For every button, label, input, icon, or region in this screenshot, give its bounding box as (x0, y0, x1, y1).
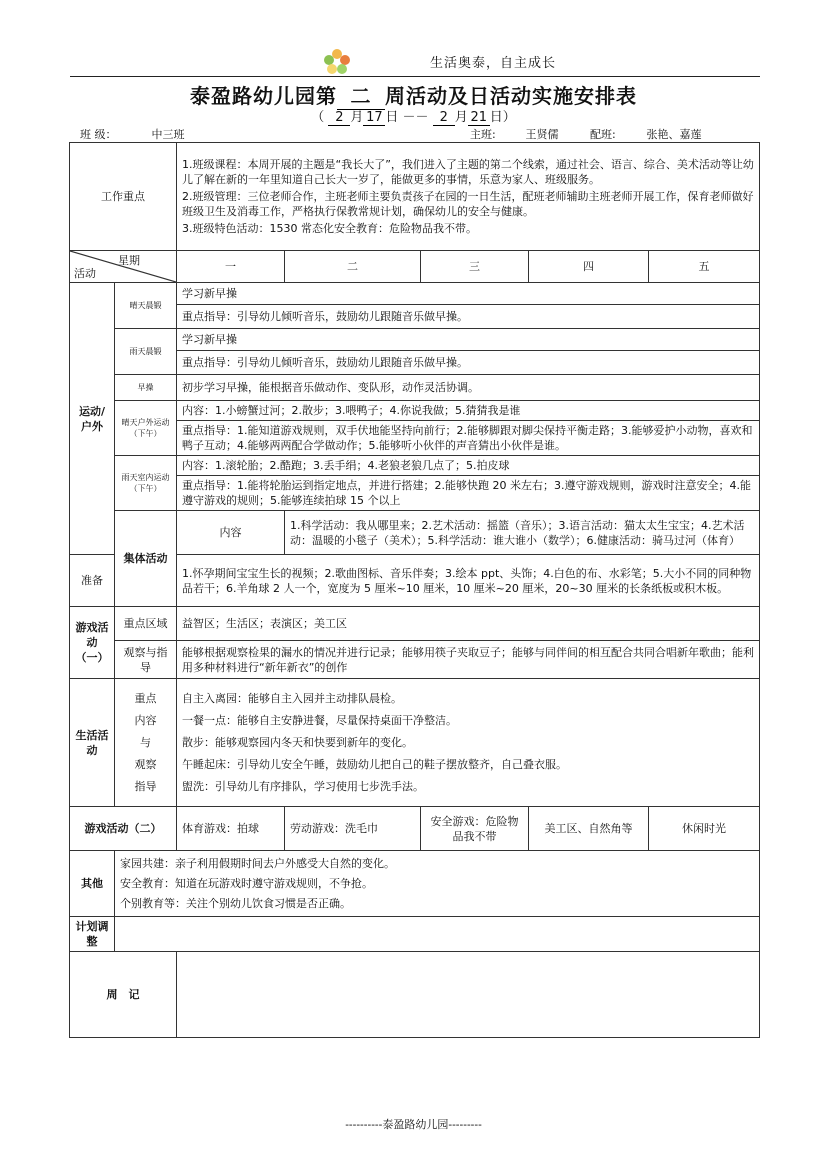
header-rule (70, 76, 760, 77)
journal-label: 周 记 (70, 952, 177, 1038)
work-focus-item: 2.班级管理：三位老师合作，主班老师主要负责孩子在园的一日生活，配班老师辅助主班老师开展工作，保育老师做好班级卫生及消毒工作，严格执行保教常规计划，确保幼儿的安全与健康。 (182, 190, 754, 218)
outdoor-line: 重点指导：1.能将轮胎运到指定地点，并进行搭建；2.能够快跑 20 米左右；3.遵守游戏规则，游戏时注意安全；4.能遵守游戏的规则；5.能够连续拍球 15 个以上 (177, 476, 760, 511)
game1-obs-label: 观察与指导 (115, 641, 177, 679)
outdoor-line: 学习新早操 (177, 329, 760, 351)
other-label: 其他 (70, 851, 115, 917)
class-label: 班 级： (80, 128, 117, 141)
outdoor-line: 重点指导：引导幼儿倾听音乐，鼓励幼儿跟随音乐做早操。 (177, 351, 760, 375)
game1-label: 游戏活动（一） (70, 607, 115, 679)
end-month: 2 (433, 110, 455, 126)
day-header: 四 (529, 251, 649, 283)
work-focus-content (177, 143, 760, 251)
head-teacher-label: 主班: (470, 128, 496, 141)
outdoor-sub-label: 晴天户外运动（下午） (115, 401, 177, 456)
other-items (115, 851, 760, 917)
start-month: 2 (328, 110, 350, 126)
game2-cell: 劳动游戏：洗毛巾 (285, 807, 421, 851)
kindergarten-logo-icon (320, 46, 354, 76)
life-item: 散步：能够观察园内冬天和快要到新年的变化。 (182, 735, 413, 749)
page-header (70, 40, 760, 82)
work-focus-label: 工作重点 (70, 143, 177, 251)
day-header: 二 (285, 251, 421, 283)
life-focus-label-part: 与 (140, 735, 151, 749)
group-prep-label: 准备 (70, 555, 115, 607)
class-info (72, 126, 762, 142)
life-focus-label-part: 指导 (134, 779, 157, 793)
group-content: 1.科学活动：我从哪里来；2.艺术活动：摇篮（音乐）；3.语言活动：猫太太生宝宝；4.艺术活动：温暖的小毯子（美术）；5.科学活动：谁大谁小（数学）；6.健康活动：骑马过河（体育） (285, 511, 760, 555)
life-item: 盥洗：引导幼儿有序排队，学习使用七步洗手法。 (182, 779, 424, 793)
outdoor-sub-label: 雨天室内运动（下午） (115, 456, 177, 511)
outdoor-line: 重点指导：引导幼儿倾听音乐，鼓励幼儿跟随音乐做早操。 (177, 305, 760, 329)
game1-obs: 能够根据观察检果的漏水的情况并进行记录；能够用筷子夹取豆子；能够与同伴间的相互配合共同合唱新年歌曲；能利用多种材料进行“新年新衣”的创作 (177, 641, 760, 679)
outdoor-sub-label: 晴天晨锻 (115, 283, 177, 329)
journal-content (177, 952, 760, 1038)
week-header-corner (70, 251, 177, 283)
outdoor-line: 内容：1.滚轮胎；2.酷跑；3.丢手绢；4.老狼老狼几点了；5.拍皮球 (177, 456, 760, 476)
outdoor-line: 学习新早操 (177, 283, 760, 305)
week-header-bottom: 活动 (74, 267, 96, 280)
game1-areas: 益智区；生活区；表演区；美工区 (177, 607, 760, 641)
end-day: 21 (468, 110, 490, 126)
plan-adjust-content (115, 917, 760, 952)
head-teacher-value: 王贤儒 (506, 126, 578, 143)
life-items (177, 679, 760, 807)
date-range (0, 106, 827, 126)
title-suffix: 周活动及日活动实施安排表 (385, 84, 637, 108)
group-content-label: 内容 (177, 511, 285, 555)
life-item: 午睡起床：引导幼儿安全午睡，鼓励幼儿把自己的鞋子摆放整齐，自己叠衣服。 (182, 757, 567, 771)
outdoor-line: 内容：1.小螃蟹过河；2.散步；3.喂鸭子；4.你说我做；5.猜猜我是谁 (177, 401, 760, 421)
life-activity-label: 生活活动 (70, 679, 115, 807)
page-footer: ----------泰盈路幼儿园--------- (345, 1118, 482, 1131)
day-header: 五 (649, 251, 760, 283)
outdoor-sub-label: 早操 (115, 375, 177, 401)
assistant-teacher-value: 张艳、嘉莲 (626, 126, 722, 143)
game2-cell: 美工区、自然角等 (529, 807, 649, 851)
end-month-unit: 月 (454, 110, 468, 125)
outdoor-label: 运动/户外 (70, 283, 115, 555)
week-header-top: 星期 (118, 254, 140, 267)
life-focus-label-part: 内容 (134, 713, 157, 727)
work-focus-item: 3.班级特色活动：1530 常态化安全教育：危险物品我不带。 (182, 222, 477, 235)
game1-area-label: 重点区域 (115, 607, 177, 641)
game2-cell: 体育游戏：拍球 (177, 807, 285, 851)
day-header: 三 (421, 251, 529, 283)
week-number: 二 (337, 80, 385, 110)
other-item: 安全教育：知道在玩游戏时遵守游戏规则，不争抢。 (120, 876, 373, 890)
life-item: 自主入离园：能够自主入园并主动排队晨检。 (182, 691, 402, 705)
other-item: 个别教育等：关注个别幼儿饮食习惯是否正确。 (120, 896, 351, 910)
start-month-unit: 月 (350, 110, 364, 125)
class-value: 中三班 (126, 126, 210, 143)
game2-cell: 休闲时光 (649, 807, 760, 851)
date-close: 日） (489, 110, 516, 125)
life-focus-label-part: 观察 (134, 757, 157, 771)
game2-label: 游戏活动（二） (70, 807, 177, 851)
assistant-teacher-label: 配班: (590, 128, 616, 141)
title-prefix: 泰盈路幼儿园第 (190, 84, 337, 108)
date-open: （ (311, 110, 325, 125)
date-separator: 日 －－ (385, 110, 429, 125)
life-item: 一餐一点：能够自主安静进餐，尽量保持桌面干净整洁。 (182, 713, 457, 727)
group-prep: 1.怀孕期间宝宝生长的视频；2.歌曲图标、音乐伴奏；3.绘本 ppt、头饰；4.白色的布、水彩笔；5.大小不同的同种物品若干；6.羊角球 2 人一个，宽度为 5 厘米~10 厘米，10 厘米~20 厘米，20~30 厘米的长条纸板或积木板。 (177, 555, 760, 607)
day-header: 一 (177, 251, 285, 283)
plan-adjust-label: 计划调整 (70, 917, 115, 952)
game2-cell: 安全游戏：危险物品我不带 (421, 807, 529, 851)
other-item: 家园共建：亲子利用假期时间去户外感受大自然的变化。 (120, 856, 395, 870)
schedule-table (69, 142, 760, 1038)
outdoor-line: 重点指导：1.能知道游戏规则，双手伏地能坚持向前行；2.能够脚跟对脚尖保持平衡走路；3.能够爱护小动物，喜欢和鸭子互动；4.能够两两配合学做动作；5.能够听小伙伴的声音猜出小伙伴是谁。 (177, 421, 760, 456)
work-focus-item: 1.班级课程：本周开展的主题是“我长大了”，我们进入了主题的第二个线索，通过社会、语言、综合、美术活动等让幼儿了解在新的一年里知道自己长大一岁了，能做更多的事情，乐意为家人、班级服务。 (182, 158, 754, 186)
life-focus-label-part: 重点 (134, 691, 157, 705)
outdoor-sub-label: 雨天晨锻 (115, 329, 177, 375)
motto: 生活奥泰，自主成长 (430, 56, 557, 71)
life-focus-label (115, 679, 177, 807)
start-day: 17 (363, 110, 385, 126)
outdoor-line: 初步学习早操，能根据音乐做动作、变队形，动作灵活协调。 (177, 375, 760, 401)
group-activity-label: 集体活动 (115, 511, 177, 607)
